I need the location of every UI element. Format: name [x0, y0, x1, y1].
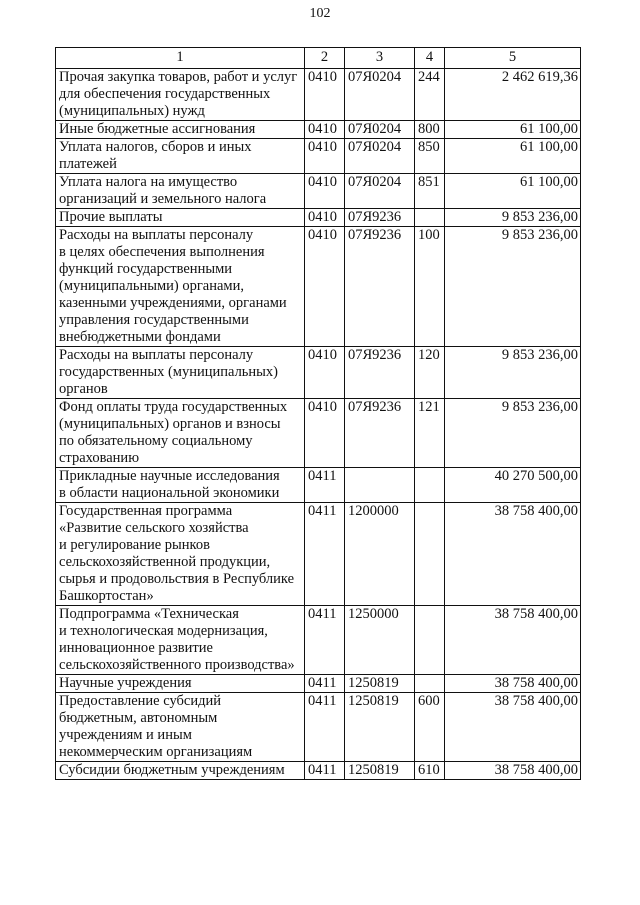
row-expense-kind-cell — [415, 606, 445, 675]
row-target-article-cell: 07Я9236 — [345, 347, 415, 399]
row-expense-kind-cell: 244 — [415, 69, 445, 121]
table-row — [56, 606, 581, 675]
header-col-2: 2 — [305, 48, 345, 69]
row-expense-kind-cell: 120 — [415, 347, 445, 399]
row-section-code-cell: 0411 — [305, 468, 345, 503]
row-target-article-cell: 1250819 — [345, 762, 415, 780]
row-name-cell: Фонд оплаты труда государственных (муниципальных) органов и взносы по обязательному социальному страхованию — [56, 399, 305, 468]
row-target-article-cell: 1250819 — [345, 675, 415, 693]
row-section-code-cell: 0411 — [305, 675, 345, 693]
row-amount-cell: 9 853 236,00 — [445, 227, 581, 347]
header-col-5: 5 — [445, 48, 581, 69]
row-amount-cell: 2 462 619,36 — [445, 69, 581, 121]
row-name-cell: Уплата налогов, сборов и иных платежей — [56, 139, 305, 174]
row-name-cell: Прочие выплаты — [56, 209, 305, 227]
row-target-article-cell: 07Я0204 — [345, 174, 415, 209]
row-name-cell: Подпрограмма «Техническая и технологическая модернизация, инновационное развитие сельскохозяйственного производства» — [56, 606, 305, 675]
row-amount-cell: 9 853 236,00 — [445, 399, 581, 468]
row-section-code-cell: 0411 — [305, 762, 345, 780]
row-name-cell: Прикладные научные исследования в области национальной экономики — [56, 468, 305, 503]
row-name-cell: Уплата налога на имущество организаций и земельного налога — [56, 174, 305, 209]
row-amount-cell: 61 100,00 — [445, 139, 581, 174]
header-row — [56, 48, 581, 69]
row-expense-kind-cell — [415, 503, 445, 606]
header-col-4: 4 — [415, 48, 445, 69]
row-expense-kind-cell: 100 — [415, 227, 445, 347]
row-target-article-cell: 07Я0204 — [345, 121, 415, 139]
row-expense-kind-cell: 850 — [415, 139, 445, 174]
row-section-code-cell: 0411 — [305, 503, 345, 606]
row-name-cell: Прочая закупка товаров, работ и услуг для обеспечения государственных (муниципальных) нужд — [56, 69, 305, 121]
row-target-article-cell: 07Я9236 — [345, 227, 415, 347]
row-expense-kind-cell — [415, 468, 445, 503]
table-row — [56, 399, 581, 468]
row-name-cell: Иные бюджетные ассигнования — [56, 121, 305, 139]
table-row — [56, 139, 581, 174]
row-section-code-cell: 0410 — [305, 399, 345, 468]
row-target-article-cell: 1200000 — [345, 503, 415, 606]
table-row — [56, 209, 581, 227]
row-expense-kind-cell — [415, 675, 445, 693]
table-row — [56, 693, 581, 762]
row-name-cell: Субсидии бюджетным учреждениям — [56, 762, 305, 780]
row-target-article-cell: 07Я0204 — [345, 69, 415, 121]
row-name-cell: Предоставление субсидий бюджетным, автономным учреждениям и иным некоммерческим организациям — [56, 693, 305, 762]
row-section-code-cell: 0410 — [305, 69, 345, 121]
row-expense-kind-cell: 600 — [415, 693, 445, 762]
header-col-1: 1 — [56, 48, 305, 69]
page-number: 102 — [309, 6, 331, 21]
row-amount-cell: 40 270 500,00 — [445, 468, 581, 503]
row-name-cell: Государственная программа «Развитие сельского хозяйства и регулирование рынков сельскохозяйственной продукции, сырья и продовольствия в Республике Башкортостан» — [56, 503, 305, 606]
row-target-article-cell — [345, 468, 415, 503]
row-amount-cell: 9 853 236,00 — [445, 209, 581, 227]
row-expense-kind-cell: 610 — [415, 762, 445, 780]
row-target-article-cell: 1250000 — [345, 606, 415, 675]
row-target-article-cell: 07Я9236 — [345, 399, 415, 468]
row-section-code-cell: 0410 — [305, 347, 345, 399]
row-section-code-cell: 0410 — [305, 227, 345, 347]
row-expense-kind-cell: 800 — [415, 121, 445, 139]
table-row — [56, 675, 581, 693]
table-row — [56, 347, 581, 399]
row-amount-cell: 38 758 400,00 — [445, 606, 581, 675]
row-section-code-cell: 0411 — [305, 693, 345, 762]
row-target-article-cell: 1250819 — [345, 693, 415, 762]
table-body — [56, 69, 581, 780]
row-amount-cell: 9 853 236,00 — [445, 347, 581, 399]
table-row — [56, 121, 581, 139]
table-row — [56, 468, 581, 503]
row-target-article-cell: 07Я9236 — [345, 209, 415, 227]
row-amount-cell: 38 758 400,00 — [445, 675, 581, 693]
row-name-cell: Расходы на выплаты персоналу в целях обеспечения выполнения функций государственными (муниципальными) органами, казенными учреждениями, органами управления государственными внебюджетными фондами — [56, 227, 305, 347]
row-amount-cell: 38 758 400,00 — [445, 762, 581, 780]
row-amount-cell: 38 758 400,00 — [445, 503, 581, 606]
row-expense-kind-cell: 851 — [415, 174, 445, 209]
budget-table — [55, 47, 581, 780]
table-row — [56, 69, 581, 121]
row-section-code-cell: 0410 — [305, 121, 345, 139]
row-target-article-cell: 07Я0204 — [345, 139, 415, 174]
row-expense-kind-cell — [415, 209, 445, 227]
row-name-cell: Расходы на выплаты персоналу государственных (муниципальных) органов — [56, 347, 305, 399]
table-row — [56, 174, 581, 209]
row-section-code-cell: 0410 — [305, 139, 345, 174]
table-row — [56, 762, 581, 780]
row-section-code-cell: 0410 — [305, 174, 345, 209]
table-row — [56, 503, 581, 606]
table-row — [56, 227, 581, 347]
header-col-3: 3 — [345, 48, 415, 69]
row-section-code-cell: 0411 — [305, 606, 345, 675]
row-amount-cell: 38 758 400,00 — [445, 693, 581, 762]
row-name-cell: Научные учреждения — [56, 675, 305, 693]
row-amount-cell: 61 100,00 — [445, 121, 581, 139]
row-amount-cell: 61 100,00 — [445, 174, 581, 209]
row-expense-kind-cell: 121 — [415, 399, 445, 468]
row-section-code-cell: 0410 — [305, 209, 345, 227]
